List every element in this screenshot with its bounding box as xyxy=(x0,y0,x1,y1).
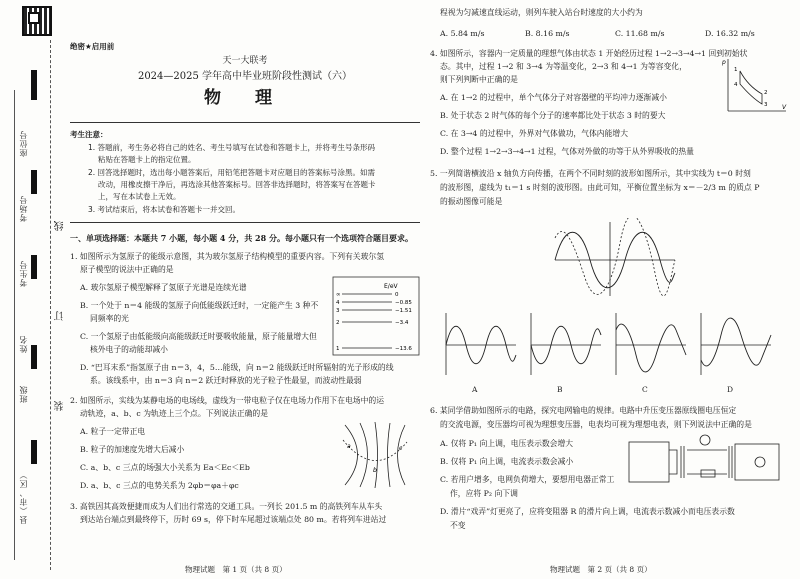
point-a: a xyxy=(347,443,351,450)
energy-level-diagram xyxy=(332,276,420,356)
notice-line: 3. 考试结束后，将本试卷和答题卡一并交回。 xyxy=(88,205,241,214)
level-n: 2 xyxy=(336,320,340,326)
q1-option-b: 同频率的光 xyxy=(90,314,129,323)
q2-option-c: C. a、b、c 三点的场强大小关系为 Ea＜Ec＜Eb xyxy=(80,463,250,472)
notice-line: 改动，用橡皮擦干净后，再选涂其他答案标号。回答非选择题时，将答案写在答题卡 xyxy=(98,180,376,189)
option-label-c: C xyxy=(642,385,648,394)
energy-unit: E/eV xyxy=(384,283,398,290)
q4-option-a: A. 在 1→2 的过程中，单个气体分子对容器壁的平均冲力逐渐减小 xyxy=(440,93,667,102)
strip-bar xyxy=(31,345,37,369)
field-label-class: 班级 xyxy=(19,385,28,403)
q3-option-c: C. 11.68 m/s xyxy=(615,29,665,38)
pv-point: 4 xyxy=(734,82,738,88)
q6-option-a: A. 仅将 P₁ 向上调，电压表示数会增大 xyxy=(440,439,574,448)
option-graph-d xyxy=(695,310,775,380)
q1-option-c: 核外电子的动能却减小 xyxy=(90,345,168,354)
q4-stem: 态。其中，过程 1→2 和 3→4 为等温变化，2→3 和 4→1 为等容变化， xyxy=(440,62,687,71)
q5-stem: 的振动图像可能是 xyxy=(440,197,503,206)
binding-strip xyxy=(0,0,66,579)
pv-point: 3 xyxy=(764,102,768,108)
field-label-seat: 座位号 xyxy=(19,130,28,157)
secret-mark: 绝密★启用前 xyxy=(70,42,115,51)
field-line xyxy=(14,90,15,560)
q2-option-d: D. a、b、c 三点的电势关系为 2φb＝φa＋φc xyxy=(80,481,239,490)
axis-v: V xyxy=(782,104,787,111)
axis-p: p xyxy=(722,59,726,66)
level-n: 4 xyxy=(336,300,340,306)
electric-field-diagram xyxy=(335,420,415,490)
q4-option-c: C. 在 3→4 的过程中，外界对气体做功，气体内能增大 xyxy=(440,129,628,138)
notice-line: 2. 回答选择题时，选出每小题答案后，用铅笔把答题卡对应题目的答案标号涂黑。如需 xyxy=(88,168,376,177)
q1-stem: 1. 如图所示为氢原子的能级示意图，其为玻尔氢原子结构模型的重要内容。下列有关玻尔氢 xyxy=(70,252,384,261)
option-graph-a xyxy=(440,310,520,380)
footer-right: 物理试题 第 2 页（共 8 页） xyxy=(550,565,652,574)
q4-option-b: B. 处于状态 2 时气体的每个分子的速率都比处于状态 3 时的要大 xyxy=(440,111,666,120)
q1-option-a: A. 玻尔氢原子模型解释了氢原子光谱是连续光谱 xyxy=(80,283,247,292)
pv-point: 2 xyxy=(764,90,768,96)
subject-title: 物 理 xyxy=(204,88,286,108)
q2-stem: 2. 如图所示，实线为某静电场的电场线，虚线为一带电粒子仅在电场力作用下在电场中的运 xyxy=(70,396,384,405)
q6-option-d: D. 滑片“戏弄”灯更亮了，应将变阻器 R 的滑片向上调，电流表示数减小而电压表示数 xyxy=(440,507,735,516)
q1-option-d: D. “巴耳末系”指氢原子由 n＝3，4，5…能级，向 n＝2 能级跃迁时所辐射的光子形成的线 xyxy=(80,363,394,372)
q2-option-a: A. 粒子一定带正电 xyxy=(80,427,146,436)
option-graph-b xyxy=(525,310,605,380)
q4-option-d: D. 整个过程 1→2→3→4→1 过程，气体对外做的功等于从外界吸收的热量 xyxy=(440,147,694,156)
notice-line: 1. 答题前，考生务必将自己的姓名、考生号填写在试卷和答题卡上，并将考生号条形码 xyxy=(88,143,376,152)
point-c: c xyxy=(399,445,403,452)
q2-stem: 动轨迹，a、b、c 为轨迹上三个点。下列说法正确的是 xyxy=(80,409,269,418)
level-energy: −1.51 xyxy=(395,308,412,314)
q6-stem: 6. 某同学借助如图所示的电路，探究电网输电的规律。电路中升压变压器原线圈电压恒定 xyxy=(430,406,737,415)
q3-option-a: A. 5.84 m/s xyxy=(440,29,485,38)
field-label-name: 姓名 xyxy=(19,335,28,353)
q3-option-b: B. 8.16 m/s xyxy=(525,29,570,38)
strip-bar xyxy=(31,440,37,464)
q4-stem: 4. 如图所示，容器内一定质量的理想气体由状态 1 开始经历过程 1→2→3→4→1 回到初始状 xyxy=(430,49,748,58)
exam-title: 2024—2025 学年高中毕业班阶段性测试（六） xyxy=(137,71,353,82)
q3-stem: 到达站台端点到最终停下，历时 69 s，停下时车尾超过该端点处 80 m。若将列车进站过 xyxy=(80,515,387,524)
q6-option-c: 作，应将 P₂ 向下调 xyxy=(450,489,518,498)
footer-left: 物理试题 第 1 页（共 8 页） xyxy=(185,565,287,574)
circuit-diagram xyxy=(625,432,785,494)
qr-code-icon xyxy=(22,6,52,36)
pv-point: 1 xyxy=(734,67,738,73)
org-title: 天一大联考 xyxy=(222,56,268,66)
q1-option-d: 系。该线系中，由 n＝3 向 n＝2 跃迁时释放的光子粒子性最显，而波动性最弱 xyxy=(90,376,362,385)
option-label-a: A xyxy=(472,385,478,394)
q3-option-d: D. 16.32 m/s xyxy=(705,29,755,38)
divider xyxy=(70,122,420,123)
strip-bar xyxy=(31,170,37,194)
notice-line: 上，写在本试卷上无效。 xyxy=(98,192,181,201)
q5-stem: 5. 一列简谐横波沿 x 轴负方向传播，在两个不同时刻的波形如图所示，其中实线为 t＝0 时刻 xyxy=(430,169,751,178)
level-energy: 0 xyxy=(395,292,399,298)
q1-option-b: B. 一个处于 n＝4 能级的氢原子向低能级跃迁时，一定能产生 3 种不 xyxy=(80,301,319,310)
level-energy: −3.4 xyxy=(395,320,409,326)
field-label-room: 考场号 xyxy=(19,195,28,222)
field-label-county: 县（市、区） xyxy=(19,470,28,524)
level-n: 1 xyxy=(336,346,340,352)
q6-option-c: C. 若用户增多，电网负荷增大，要想用电器正常工 xyxy=(440,475,615,484)
q6-stem: 的交流电源，变压器均可视为理想变压器，电表均可视为理想电表，则下列说法中正确的是 xyxy=(440,420,752,429)
seal-char-ding: 订 xyxy=(55,310,66,321)
divider xyxy=(70,222,420,223)
q2-option-b: B. 粒子的加速度先增大后减小 xyxy=(80,445,185,454)
option-label-b: B xyxy=(557,385,563,394)
q3-continued: 程视为匀减速直线运动，则列车驶入站台时速度的大小约为 xyxy=(440,8,643,17)
q1-stem: 原子模型的说法中正确的是 xyxy=(80,265,174,274)
q5-stem: 的波形图，虚线为 t₁＝1 s 时刻的波形图。由此可知，平衡位置坐标为 x＝－2/3 m 的质点 P xyxy=(440,183,760,192)
level-n: ∞ xyxy=(336,292,341,298)
q4-stem: 则下列判断中正确的是 xyxy=(440,75,518,84)
notice-title: 考生注意： xyxy=(70,130,108,139)
point-b: b xyxy=(373,467,377,474)
q3-stem: 3. 高铁因其高效便捷而成为人们出行常选的交通工具。一列长 201.5 m 的高铁列车从车头 xyxy=(70,502,383,511)
level-energy: −0.85 xyxy=(395,300,412,306)
q6-option-d: 不变 xyxy=(450,521,466,530)
pv-diagram xyxy=(720,56,790,116)
wave-graph xyxy=(550,218,680,300)
level-energy: −13.6 xyxy=(395,346,412,352)
option-graph-c xyxy=(610,310,690,380)
seal-dashed-line xyxy=(50,40,51,570)
strip-bar xyxy=(31,70,37,100)
seal-char-zhuang: 装 xyxy=(55,400,66,411)
section-heading: 一、单项选择题：本题共 7 小题，每小题 4 分，共 28 分。每小题只有一个选项符合题目要求。 xyxy=(70,233,413,243)
q1-option-c: C. 一个氢原子由低能级向高能级跃迁时要吸收能量，原子能量增大但 xyxy=(80,332,317,341)
field-label-student-no: 考生号 xyxy=(19,260,28,287)
option-label-d: D xyxy=(727,385,734,394)
strip-bar xyxy=(31,255,37,279)
notice-line: 粘贴在答题卡上的指定位置。 xyxy=(98,155,196,164)
q6-option-b: B. 仅将 P₁ 向上调，电流表示数会减小 xyxy=(440,457,574,466)
seal-char-xian: 线 xyxy=(55,220,66,231)
level-n: 3 xyxy=(336,308,340,314)
